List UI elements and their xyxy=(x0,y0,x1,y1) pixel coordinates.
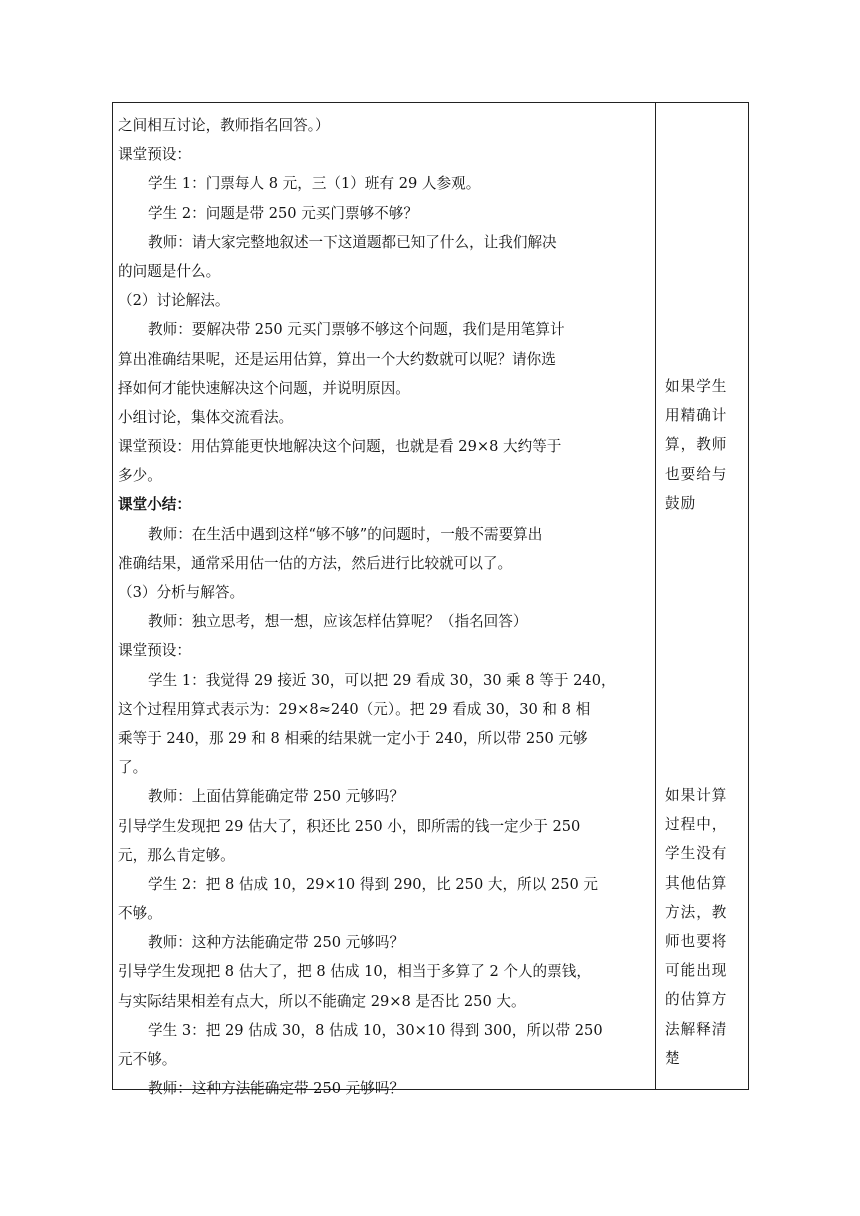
content-line: 准确结果，通常采用估一估的方法，然后进行比较就可以了。 xyxy=(118,554,513,572)
column-divider xyxy=(655,103,656,1089)
side-note-precise-calculation xyxy=(665,372,741,518)
content-line: 学生 2：问题是带 250 元买门票够不够？ xyxy=(148,204,418,222)
content-line: 课堂预设：用估算能更快地解决这个问题，也就是看 29×8 大约等于 xyxy=(118,438,562,456)
side-note-line: 学生没有 xyxy=(665,845,728,863)
section-heading: 课堂小结： xyxy=(118,496,191,514)
content-line: 元不够。 xyxy=(118,1051,177,1068)
content-line: 择如何才能快速解决这个问题，并说明原因。 xyxy=(118,379,410,397)
content-line: 这个过程用算式表示为：29×8≈240（元）。把 29 看成 30，30 和 8 相 xyxy=(118,700,591,718)
side-note-line: 也要给与 xyxy=(665,465,728,483)
content-line: 元，那么肯定够。 xyxy=(118,846,235,864)
content-line: 教师：上面估算能确定带 250 元够吗？ xyxy=(148,788,405,806)
content-line: 学生 1：我觉得 29 接近 30，可以把 29 看成 30，30 乘 8 等于 240， xyxy=(148,671,616,689)
content-line: 教师：独立思考，想一想，应该怎样估算呢？（指名回答） xyxy=(148,613,528,631)
content-line: 多少。 xyxy=(118,467,162,485)
side-note-line: 如果计算 xyxy=(665,787,728,804)
lesson-content-column xyxy=(118,111,646,1103)
content-line: （2）讨论解法。 xyxy=(118,292,230,310)
side-note-line: 师也要将 xyxy=(665,932,728,950)
side-note-line: 用精确计 xyxy=(665,407,728,425)
side-note-line: 法解释清 xyxy=(665,1020,728,1038)
content-line: （3）分析与解答。 xyxy=(118,584,245,601)
content-line: 学生 2：把 8 估成 10，29×10 得到 290，比 250 大，所以 250 元 xyxy=(148,875,598,893)
content-line: 算出准确结果呢，还是运用估算，算出一个大约数就可以呢？请你选 xyxy=(118,350,556,368)
content-line: 教师：请大家完整地叙述一下这道题都已知了什么，让我们解决 xyxy=(148,233,557,251)
side-note-line: 如果学生 xyxy=(665,378,728,395)
content-line: 不够。 xyxy=(118,905,162,923)
content-line: 教师：在生活中遇到这样“够不够”的问题时，一般不需要算出 xyxy=(148,525,543,543)
content-line: 小组讨论，集体交流看法。 xyxy=(118,408,294,426)
content-line: 教师：这种方法能确定带 250 元够吗？ xyxy=(148,1080,405,1098)
content-line: 教师：要解决带 250 元买门票够不够这个问题，我们是用笔算计 xyxy=(148,321,565,339)
side-note-line: 的估算方 xyxy=(665,991,728,1009)
side-note-estimation-methods xyxy=(665,781,741,1073)
content-line: 引导学生发现把 29 估大了，积还比 250 小，即所需的钱一定少于 250 xyxy=(118,817,581,835)
side-note-line: 楚 xyxy=(665,1049,681,1067)
side-note-line: 算，教师 xyxy=(665,436,728,454)
content-line: 课堂预设： xyxy=(118,642,191,660)
side-note-line: 其他估算 xyxy=(665,874,728,892)
content-line: 教师：这种方法能确定带 250 元够吗？ xyxy=(148,934,405,952)
content-line: 之间相互讨论，教师指名回答。） xyxy=(118,117,330,134)
content-line: 乘等于 240，那 29 和 8 相乘的结果就一定小于 240，所以带 250 元够 xyxy=(118,729,588,747)
side-note-line: 鼓励 xyxy=(665,494,697,512)
content-line: 的问题是什么。 xyxy=(118,262,221,280)
lesson-table xyxy=(112,102,749,1098)
content-line: 了。 xyxy=(118,759,148,777)
content-line: 引导学生发现把 8 估大了，把 8 估成 10，相当于多算了 2 个人的票钱， xyxy=(118,963,591,981)
content-line: 与实际结果相差有点大，所以不能确定 29×8 是否比 250 大。 xyxy=(118,992,526,1010)
content-line: 学生 3：把 29 估成 30，8 估成 10，30×10 得到 300，所以带 250 xyxy=(148,1021,603,1039)
content-line: 学生 1：门票每人 8 元，三（1）班有 29 人参观。 xyxy=(148,175,481,193)
side-note-line: 方法，教 xyxy=(665,903,728,921)
side-note-line: 过程中， xyxy=(665,816,728,834)
content-line: 课堂预设： xyxy=(118,146,191,164)
side-note-line: 可能出现 xyxy=(665,962,728,980)
